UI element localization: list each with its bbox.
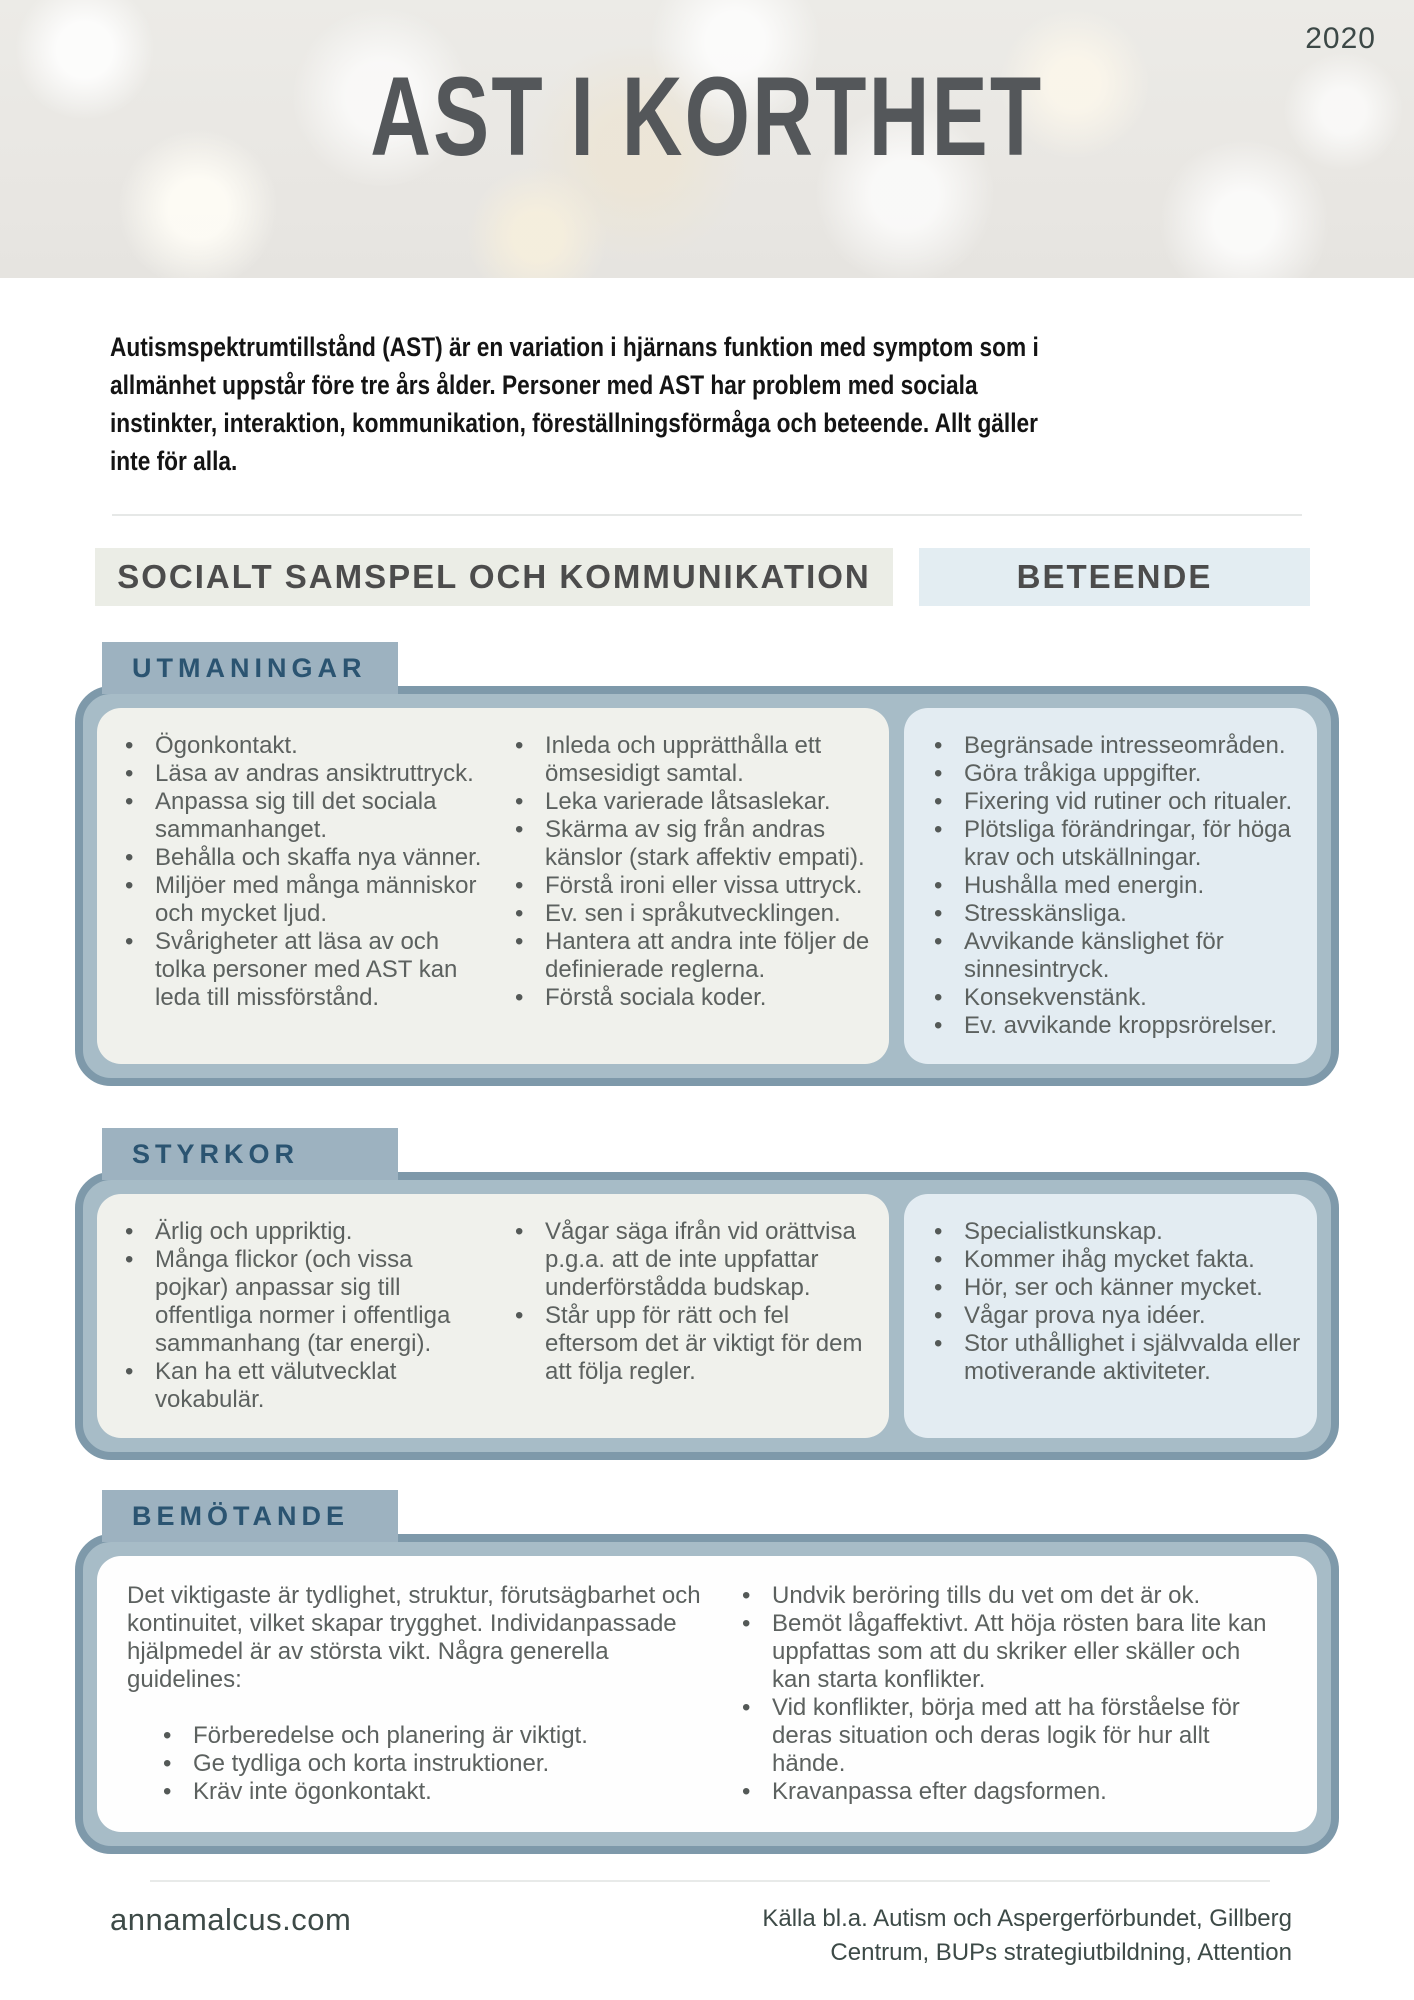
bemotande-intro-text: Det viktigaste är tydlighet, struktur, förutsägbarhet och kontinuitet, vilket skapar trygghet. Individanpassade hjälpmedel är av största vikt. Några generella guidelines: [127,1582,701,1693]
utmaningar-social-box [97,708,889,1064]
bemotande-right-list [732,1582,1277,1806]
list-item: • Kommer ihåg mycket fakta. [924,1246,1307,1274]
list-item: • Ge tydliga och korta instruktioner. [153,1750,702,1778]
bemotande-right-column [732,1582,1277,1806]
list-item: • Förberedelse och planering är viktigt. [153,1722,702,1750]
column-header-social: SOCIALT SAMSPEL OCH KOMMUNIKATION [95,548,893,606]
list-item: • Svårigheter att läsa av och tolka personer med AST kan leda till missförstånd. [115,928,491,1012]
list-item: • Förstå ironi eller vissa uttryck. [505,872,881,900]
utmaningar-beteende-box [904,708,1317,1064]
utmaningar-social-list-2 [505,732,881,1040]
column-header-beteende: BETEENDE [919,548,1310,606]
list-item: • Plötsliga förändringar, för höga krav och utskällningar. [924,816,1307,872]
footer-site-text: annamalcus.com [110,1902,352,1937]
list-item: • Leka varierade låtsaslekar. [505,788,881,816]
list-item: • Vågar säga ifrån vid orättvisa p.g.a. att de inte uppfattar underförstådda budskap. [505,1218,881,1302]
list-item: • Göra tråkiga uppgifter. [924,760,1307,788]
list-item: • Fixering vid rutiner och ritualer. [924,788,1307,816]
footer [110,1902,1292,1970]
list-item: • Ev. sen i språkutvecklingen. [505,900,881,928]
header-year: 2020 [1305,22,1376,55]
list-item: • Läsa av andras ansiktruttryck. [115,760,491,788]
section-label-bemotande: BEMÖTANDE [102,1490,398,1542]
list-item: • Vågar prova nya idéer. [924,1302,1307,1330]
list-item: • Hantera att andra inte följer de definierade reglerna. [505,928,881,984]
list-item: • Stor uthållighet i självvalda eller motiverande aktiviteter. [924,1330,1307,1386]
list-item: • Specialistkunskap. [924,1218,1307,1246]
styrkor-beteende-list [924,1218,1307,1386]
list-item: • Vid konflikter, börja med att ha förståelse för deras situation och deras logik för hur allt hände. [732,1694,1277,1778]
styrkor-social-list-1 [115,1218,491,1414]
header-banner [0,0,1414,278]
list-item: • Stresskänsliga. [924,900,1307,928]
list-item: • Står upp för rätt och fel eftersom det är viktigt för dem att följa regler. [505,1302,881,1386]
list-item: • Kan ha ett välutvecklat vokabulär. [115,1358,491,1414]
styrkor-beteende-box [904,1194,1317,1438]
list-item: • Hushålla med energin. [924,872,1307,900]
styrkor-social-box [97,1194,889,1438]
list-item: • Kräv inte ögonkontakt. [153,1778,702,1806]
bemotande-left-column [127,1582,702,1806]
panel-utmaningar [75,686,1339,1086]
section-bemotande [0,1490,1414,1854]
section-styrkor [0,1128,1414,1460]
intro-text: Autismspektrumtillstånd (AST) är en variation i hjärnans funktion med symptom som i allmänhet uppstår före tre års ålder. Personer med AST har problem med sociala instinkter, interaktion, kommunikation, föreställningsförmåga och beteende. Allt gäller inte för alla. [110,332,1039,476]
footer-source-text: Källa bl.a. Autism och Aspergerförbundet, Gillberg Centrum, BUPs strategiutbildning, Attention [762,1905,1292,1966]
list-item: • Hör, ser och känner mycket. [924,1274,1307,1302]
bemotande-guidelines-list [153,1722,702,1806]
list-item: • Många flickor (och vissa pojkar) anpassar sig till offentliga normer i offentliga sammanhang (tar energi). [115,1246,491,1358]
panel-styrkor [75,1172,1339,1460]
list-item: • Ögonkontakt. [115,732,491,760]
column-headers-row [95,548,1310,606]
styrkor-social-list-2 [505,1218,881,1414]
intro-divider [112,514,1302,516]
page-title-text: AST I KORTHET [370,54,1044,179]
list-item: • Anpassa sig till det sociala sammanhanget. [115,788,491,844]
section-utmaningar [0,642,1414,1086]
section-label-utmaningar: UTMANINGAR [102,642,398,694]
list-item: • Kravanpassa efter dagsformen. [732,1778,1277,1806]
section-label-styrkor: STYRKOR [102,1128,398,1180]
bemotande-box [97,1556,1317,1832]
list-item: • Ärlig och uppriktig. [115,1218,491,1246]
list-item: • Avvikande känslighet för sinnesintryck. [924,928,1307,984]
panel-bemotande [75,1534,1339,1854]
footer-divider [150,1880,1270,1882]
list-item: • Konsekvenstänk. [924,984,1307,1012]
utmaningar-social-list-1 [115,732,491,1040]
list-item: • Skärma av sig från andras känslor (stark affektiv empati). [505,816,881,872]
page-title [0,0,1414,179]
list-item: • Behålla och skaffa nya vänner. [115,844,491,872]
list-item: • Bemöt lågaffektivt. Att höja rösten bara lite kan uppfattas som att du skriker eller skäller och kan starta konflikter. [732,1610,1277,1694]
list-item: • Undvik beröring tills du vet om det är ok. [732,1582,1277,1610]
list-item: • Ev. avvikande kroppsrörelser. [924,1012,1307,1040]
utmaningar-beteende-list [924,732,1307,1040]
list-item: • Begränsade intresseområden. [924,732,1307,760]
list-item: • Förstå sociala koder. [505,984,881,1012]
list-item: • Inleda och upprätthålla ett ömsesidigt samtal. [505,732,881,788]
list-item: • Miljöer med många människor och mycket ljud. [115,872,491,928]
